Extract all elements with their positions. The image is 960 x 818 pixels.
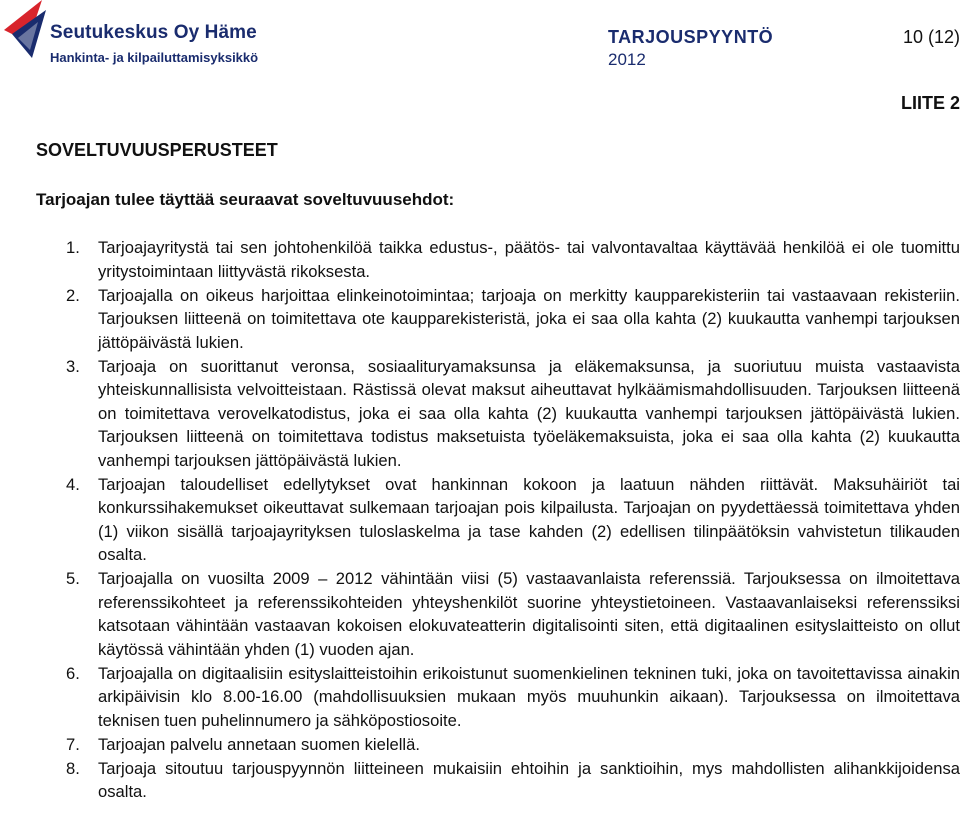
appendix-label: LIITE 2 — [900, 93, 960, 113]
document-type: TARJOUSPYYNTÖ — [608, 27, 774, 47]
criteria-list — [36, 236, 960, 804]
item-number: 2. — [66, 285, 80, 305]
item-number: 5. — [66, 569, 80, 588]
list-item — [36, 567, 960, 661]
list-item — [36, 284, 960, 355]
item-number: 8. — [66, 758, 80, 778]
list-item — [36, 733, 960, 757]
item-text: Tarjoajalla on oikeus harjoittaa elinkeinotoimintaa; tarjoaja on merkitty kaupparekisteriin tai vastaavaan rekisteriin. Tarjouksen liitteenä on toimitettava ote kaupparekisteristä, joka ei saa olla kahta (2) kuukautta vanhempi tarjouksen jättöpäivästä lukien. — [98, 285, 960, 352]
item-text: Tarjoaja sitoutuu tarjouspyynnön liitteineen mukaisiin ehtoihin ja sanktioihin, mys mahdollisten alihankkijoidensa osalta. — [98, 758, 960, 801]
organization-subtitle: Hankinta- ja kilpailuttamisyksikkö — [50, 50, 259, 65]
list-item — [36, 473, 960, 567]
item-number: 6. — [66, 663, 80, 683]
item-number: 4. — [66, 474, 80, 494]
company-logo — [2, 0, 46, 62]
item-number: 7. — [66, 734, 80, 754]
list-item — [36, 236, 960, 283]
page-number: 10 (12) — [902, 27, 960, 47]
item-number: 3. — [66, 356, 80, 376]
list-item — [36, 757, 960, 804]
item-text: Tarjoajalla on vuosilta 2009 – 2012 vähintään viisi (5) vastaavanlaista referenssiä. Tarjouksessa on ilmoitettava referenssikohteet ja referenssikohteiden yhteyshenkilöt suorine yhteystietoineen. Vastaavanlaiseksi referenssiksi katsotaan vähintään vastaavan kokoisen elokuvateatterin digitalisointi siten, että digitaalinen esityslaitteisto on ollut käytössä vähintään yhden (1) vuoden ajan. — [98, 569, 960, 659]
document-year: 2012 — [608, 50, 646, 69]
list-item — [36, 355, 960, 473]
section-title: SOVELTUVUUSPERUSTEET — [36, 140, 278, 160]
item-text: Tarjoajan palvelu annetaan suomen kielellä. — [98, 734, 420, 754]
organization-name: Seutukeskus Oy Häme — [50, 22, 257, 43]
item-text: Tarjoajan taloudelliset edellytykset ovat hankinnan kokoon ja laatuun nähden riittävät. Maksuhäiriöt tai konkurssihakemukset oikeuttavat sulkemaan tarjoajan pois kilpailusta. Tarjoajan on pyydettäessä toimitettava yhden (1) viikon sisällä tarjoajayrityksen tuloslaskelma ja tase kahden (2) edellisen tilinpäätöksin vahvistetun tilikauden osalta. — [98, 474, 960, 564]
item-text: Tarjoajalla on digitaalisiin esityslaitteistoihin erikoistunut suomenkielinen tekninen tuki, joka on tavoitettavissa ainakin arkipäivisin klo 8.00-16.00 (mahdollisuuksien mukaan myös muuhunkin aikaan). Tarjouksessa on ilmoitettava teknisen tuen puhelinnumero ja sähköpostiosoite. — [98, 663, 960, 730]
item-number: 1. — [66, 238, 80, 257]
page-header — [0, 0, 960, 80]
item-text: Tarjoaja on suorittanut veronsa, sosiaalituryamaksunsa ja eläkemaksunsa, ja suoriutuu muista vastaavista yhteiskunnallisista velvoitteistaan. Rästissä olevat maksut aiheuttavat hylkäämismahdollisuuden. Tarjouksen liitteenä on toimitettava verovelkatodistus, joka ei saa olla kahta (2) kuukautta vanhempi tarjouksen jättöpäivästä lukien. Tarjouksen liitteenä on toimitettava todistus maksetuista työeläkemaksuista, joka ei saa olla kahta (2) kuukautta vanhempi tarjouksen jättöpäivästä lukien. — [98, 356, 960, 470]
intro-text: Tarjoajan tulee täyttää seuraavat soveltuvuusehdot: — [36, 190, 455, 209]
list-item — [36, 662, 960, 733]
item-text: Tarjoajayritystä tai sen johtohenkilöä taikka edustus-, päätös- tai valvontavaltaa käyttävää henkilöä ei ole tuomittu yritystoimintaan liittyvästä rikoksesta. — [98, 238, 960, 281]
